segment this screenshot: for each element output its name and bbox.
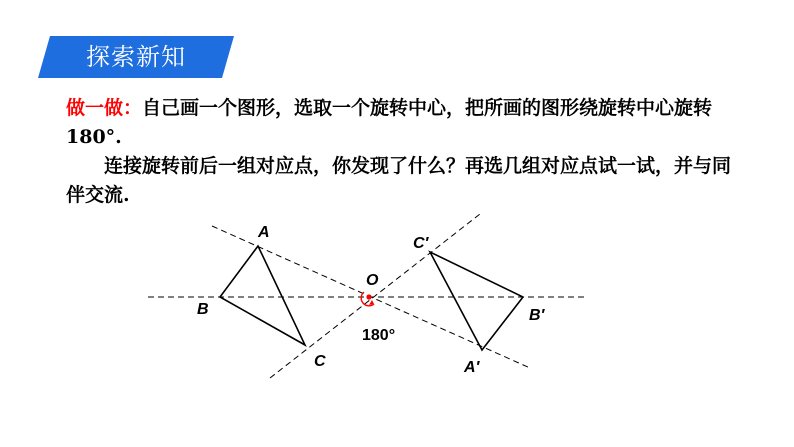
activity-instruction-2: 连接旋转前后一组对应点，你发现了什么？再选几组对应点试一试，并与同伴交流.	[66, 155, 732, 206]
activity-lead: 做一做：	[66, 97, 143, 119]
label-c-prime: C′	[413, 235, 429, 252]
label-o: O	[366, 272, 379, 289]
label-a-prime: A′	[464, 359, 480, 376]
label-angle: 180°	[362, 327, 396, 344]
label-b-prime: B′	[529, 307, 545, 324]
activity-instruction-1: 自己画一个图形，选取一个旋转中心，把所画的图形绕旋转中心旋转180°.	[66, 97, 713, 148]
center-point	[366, 294, 371, 299]
dashed-line-cc	[270, 214, 480, 378]
section-title: 探索新知	[86, 43, 186, 71]
label-a: A	[258, 224, 270, 241]
label-c: C	[314, 353, 326, 370]
triangle-abc-rotated	[430, 252, 523, 350]
label-b: B	[197, 301, 209, 318]
triangle-abc	[220, 246, 305, 345]
